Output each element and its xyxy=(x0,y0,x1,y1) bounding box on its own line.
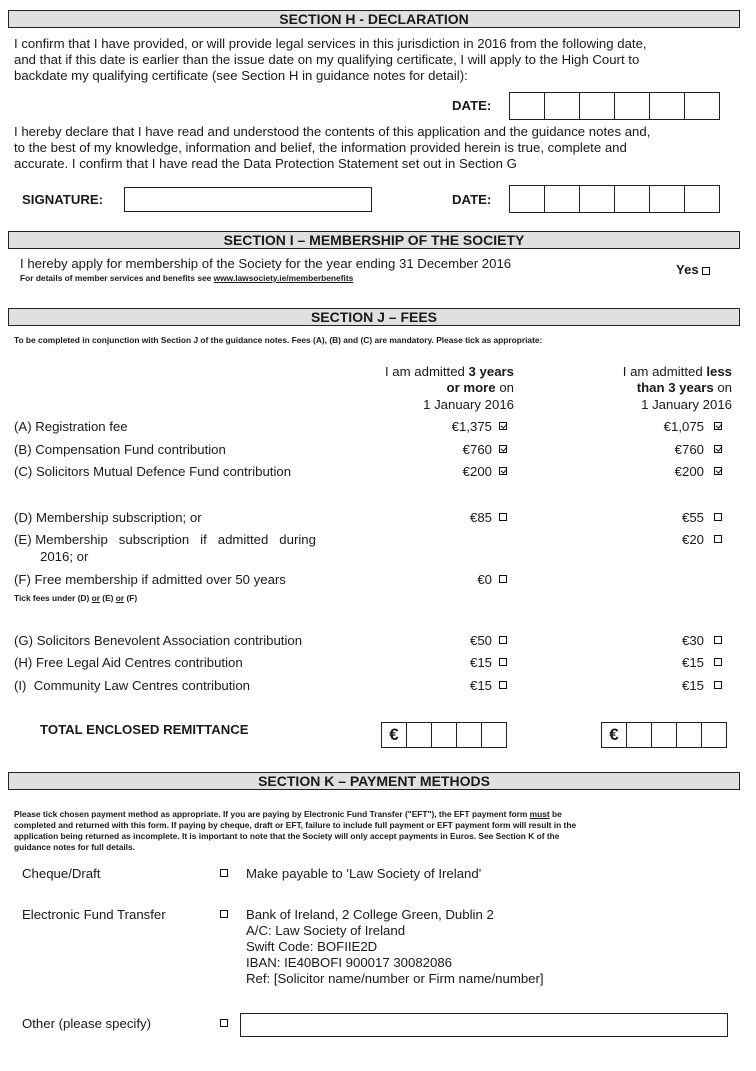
fee-g-checkbox-2[interactable] xyxy=(714,636,722,644)
fee-i-checkbox-2[interactable] xyxy=(714,681,722,689)
fee-g-price-2: €30 xyxy=(681,633,704,648)
signature-label: SIGNATURE: xyxy=(22,192,104,207)
col1-heading-line-3: 1 January 2016 xyxy=(423,397,514,412)
fee-d-checkbox-2[interactable] xyxy=(714,513,722,521)
fee-e-price-2: €20 xyxy=(681,532,704,547)
section-k-header: SECTION K – PAYMENT METHODS xyxy=(8,772,740,790)
eft-label: Electronic Fund Transfer xyxy=(22,907,166,922)
payment-intro-line-1: Please tick chosen payment method as appropriate. If you are paying by Electronic Fund Transfer ("EFT"), the EFT payment form must be xyxy=(14,809,562,819)
fee-f-price-1: €0 xyxy=(477,572,492,587)
fee-e-label-line-2: 2016; or xyxy=(40,549,89,564)
fee-a-price-2: €1,075 xyxy=(663,419,704,434)
fee-e-checkbox-2[interactable] xyxy=(714,535,722,543)
fee-a-label: (A) Registration fee xyxy=(14,419,128,434)
cheque-instructions: Make payable to 'Law Society of Ireland' xyxy=(246,866,482,881)
eft-reference: Ref: [Solicitor name/number or Firm name/number] xyxy=(246,971,544,986)
fee-i-label: (I) Community Law Centres contribution xyxy=(14,678,250,693)
date-label: DATE: xyxy=(452,98,492,113)
payment-intro-line-2: completed and returned with this form. If paying by cheque, draft or EFT, failure to include full payment or EFT payment form will result in the xyxy=(14,820,577,830)
fee-i-checkbox-1[interactable] xyxy=(499,681,507,689)
total-remittance-field-1[interactable] xyxy=(382,722,507,748)
fee-a-price-1: €1,375 xyxy=(451,419,492,434)
fee-f-checkbox-1[interactable] xyxy=(499,575,507,583)
fee-g-price-1: €50 xyxy=(469,633,492,648)
fee-b-label: (B) Compensation Fund contribution xyxy=(14,442,226,457)
membership-yes-option[interactable] xyxy=(676,262,710,278)
fee-g-checkbox-1[interactable] xyxy=(499,636,507,644)
fee-b-checkbox-2[interactable] xyxy=(714,445,722,453)
fee-c-price-2: €200 xyxy=(674,464,704,479)
fee-a-checkbox-1[interactable] xyxy=(499,422,507,430)
euro-symbol: € xyxy=(601,722,627,748)
fee-c-label: (C) Solicitors Mutual Defence Fund contribution xyxy=(14,464,292,479)
fee-b-price-2: €760 xyxy=(674,442,704,457)
fee-i-price-2: €15 xyxy=(681,678,704,693)
col2-heading-line-3: 1 January 2016 xyxy=(641,397,732,412)
section-j-header: SECTION J – FEES xyxy=(8,308,740,326)
section-h-line-1: I confirm that I have provided, or will provide legal services in this jurisdiction in 2016 from the following date, xyxy=(14,36,647,51)
tick-fees-note: Tick fees under (D) or (E) or (F) xyxy=(14,593,138,603)
col2-heading-line-1: I am admitted less xyxy=(622,364,732,379)
other-checkbox[interactable] xyxy=(220,1019,228,1027)
member-benefits-note xyxy=(20,273,353,283)
member-benefits-prefix: For details of member services and benefits see xyxy=(20,273,214,283)
section-h-header: SECTION H - DECLARATION xyxy=(8,10,740,28)
payment-intro-line-4: guidance notes for full details. xyxy=(14,842,135,852)
total-remittance-label: TOTAL ENCLOSED REMITTANCE xyxy=(40,722,249,737)
date-field[interactable] xyxy=(510,92,720,120)
fee-b-price-1: €760 xyxy=(462,442,492,457)
fee-d-checkbox-1[interactable] xyxy=(499,513,507,521)
signature-date-field[interactable] xyxy=(510,185,720,213)
section-h-line-3: backdate my qualifying certificate (see Section H in guidance notes for detail): xyxy=(14,68,468,83)
eft-bank: Bank of Ireland, 2 College Green, Dublin 2 xyxy=(246,907,494,922)
eft-checkbox[interactable] xyxy=(220,910,228,918)
declaration-line-3: accurate. I confirm that I have read the Data Protection Statement set out in Section G xyxy=(14,156,517,171)
fee-d-price-1: €85 xyxy=(469,510,492,525)
fee-i-price-1: €15 xyxy=(469,678,492,693)
fee-h-label: (H) Free Legal Aid Centres contribution xyxy=(14,655,243,670)
fee-a-checkbox-2[interactable] xyxy=(714,422,722,430)
fee-b-checkbox-1[interactable] xyxy=(499,445,507,453)
eft-account: A/C: Law Society of Ireland xyxy=(246,923,406,938)
fee-h-checkbox-2[interactable] xyxy=(714,658,722,666)
total-remittance-field-2[interactable] xyxy=(602,722,727,748)
fee-c-checkbox-1[interactable] xyxy=(499,467,507,475)
member-benefits-link[interactable]: www.lawsociety.ie/memberbenefits xyxy=(213,273,354,283)
fees-intro: To be completed in conjunction with Section J of the guidance notes. Fees (A), (B) and (C) are mandatory. Please tick as appropriate: xyxy=(14,335,543,345)
eft-swift: Swift Code: BOFIIE2D xyxy=(246,939,378,954)
col1-heading-line-1: I am admitted 3 years xyxy=(384,364,514,379)
membership-yes-label: Yes xyxy=(676,262,699,277)
col1-heading-line-2: or more on xyxy=(446,380,514,395)
section-h-line-2: and that if this date is earlier than the issue date on my qualifying certificate, I will apply to the High Court to xyxy=(14,52,640,67)
other-specify-field[interactable] xyxy=(240,1013,728,1037)
payment-intro-line-3: application being returned as incomplete. It is important to note that the Society will only accept payments in Euros. See Section K of the xyxy=(14,831,560,841)
fee-g-label: (G) Solicitors Benevolent Association contribution xyxy=(14,633,303,648)
other-label: Other (please specify) xyxy=(22,1016,151,1031)
fee-c-price-1: €200 xyxy=(462,464,492,479)
membership-apply-text: I hereby apply for membership of the Society for the year ending 31 December 2016 xyxy=(20,256,512,271)
fee-d-label: (D) Membership subscription; or xyxy=(14,510,202,525)
fee-h-price-2: €15 xyxy=(681,655,704,670)
euro-symbol: € xyxy=(381,722,407,748)
eft-iban: IBAN: IE40BOFI 900017 30082086 xyxy=(246,955,453,970)
fee-h-checkbox-1[interactable] xyxy=(499,658,507,666)
cheque-checkbox[interactable] xyxy=(220,869,228,877)
declaration-line-1: I hereby declare that I have read and understood the contents of this application and the guidance notes and, xyxy=(14,124,651,139)
signature-field[interactable] xyxy=(124,187,372,212)
cheque-label: Cheque/Draft xyxy=(22,866,101,881)
membership-yes-checkbox[interactable] xyxy=(702,267,710,275)
fee-f-label: (F) Free membership if admitted over 50 years xyxy=(14,572,286,587)
fee-d-price-2: €55 xyxy=(681,510,704,525)
section-i-header: SECTION I – MEMBERSHIP OF THE SOCIETY xyxy=(8,231,740,249)
col2-heading-line-2: than 3 years on xyxy=(636,380,732,395)
date-label-2: DATE: xyxy=(452,192,492,207)
declaration-line-2: to the best of my knowledge, information and belief, the information provided herein is true, complete and xyxy=(14,140,627,155)
fee-e-label-line-1: (E) Membership subscription if admitted during xyxy=(14,532,316,547)
fee-c-checkbox-2[interactable] xyxy=(714,467,722,475)
fee-h-price-1: €15 xyxy=(469,655,492,670)
